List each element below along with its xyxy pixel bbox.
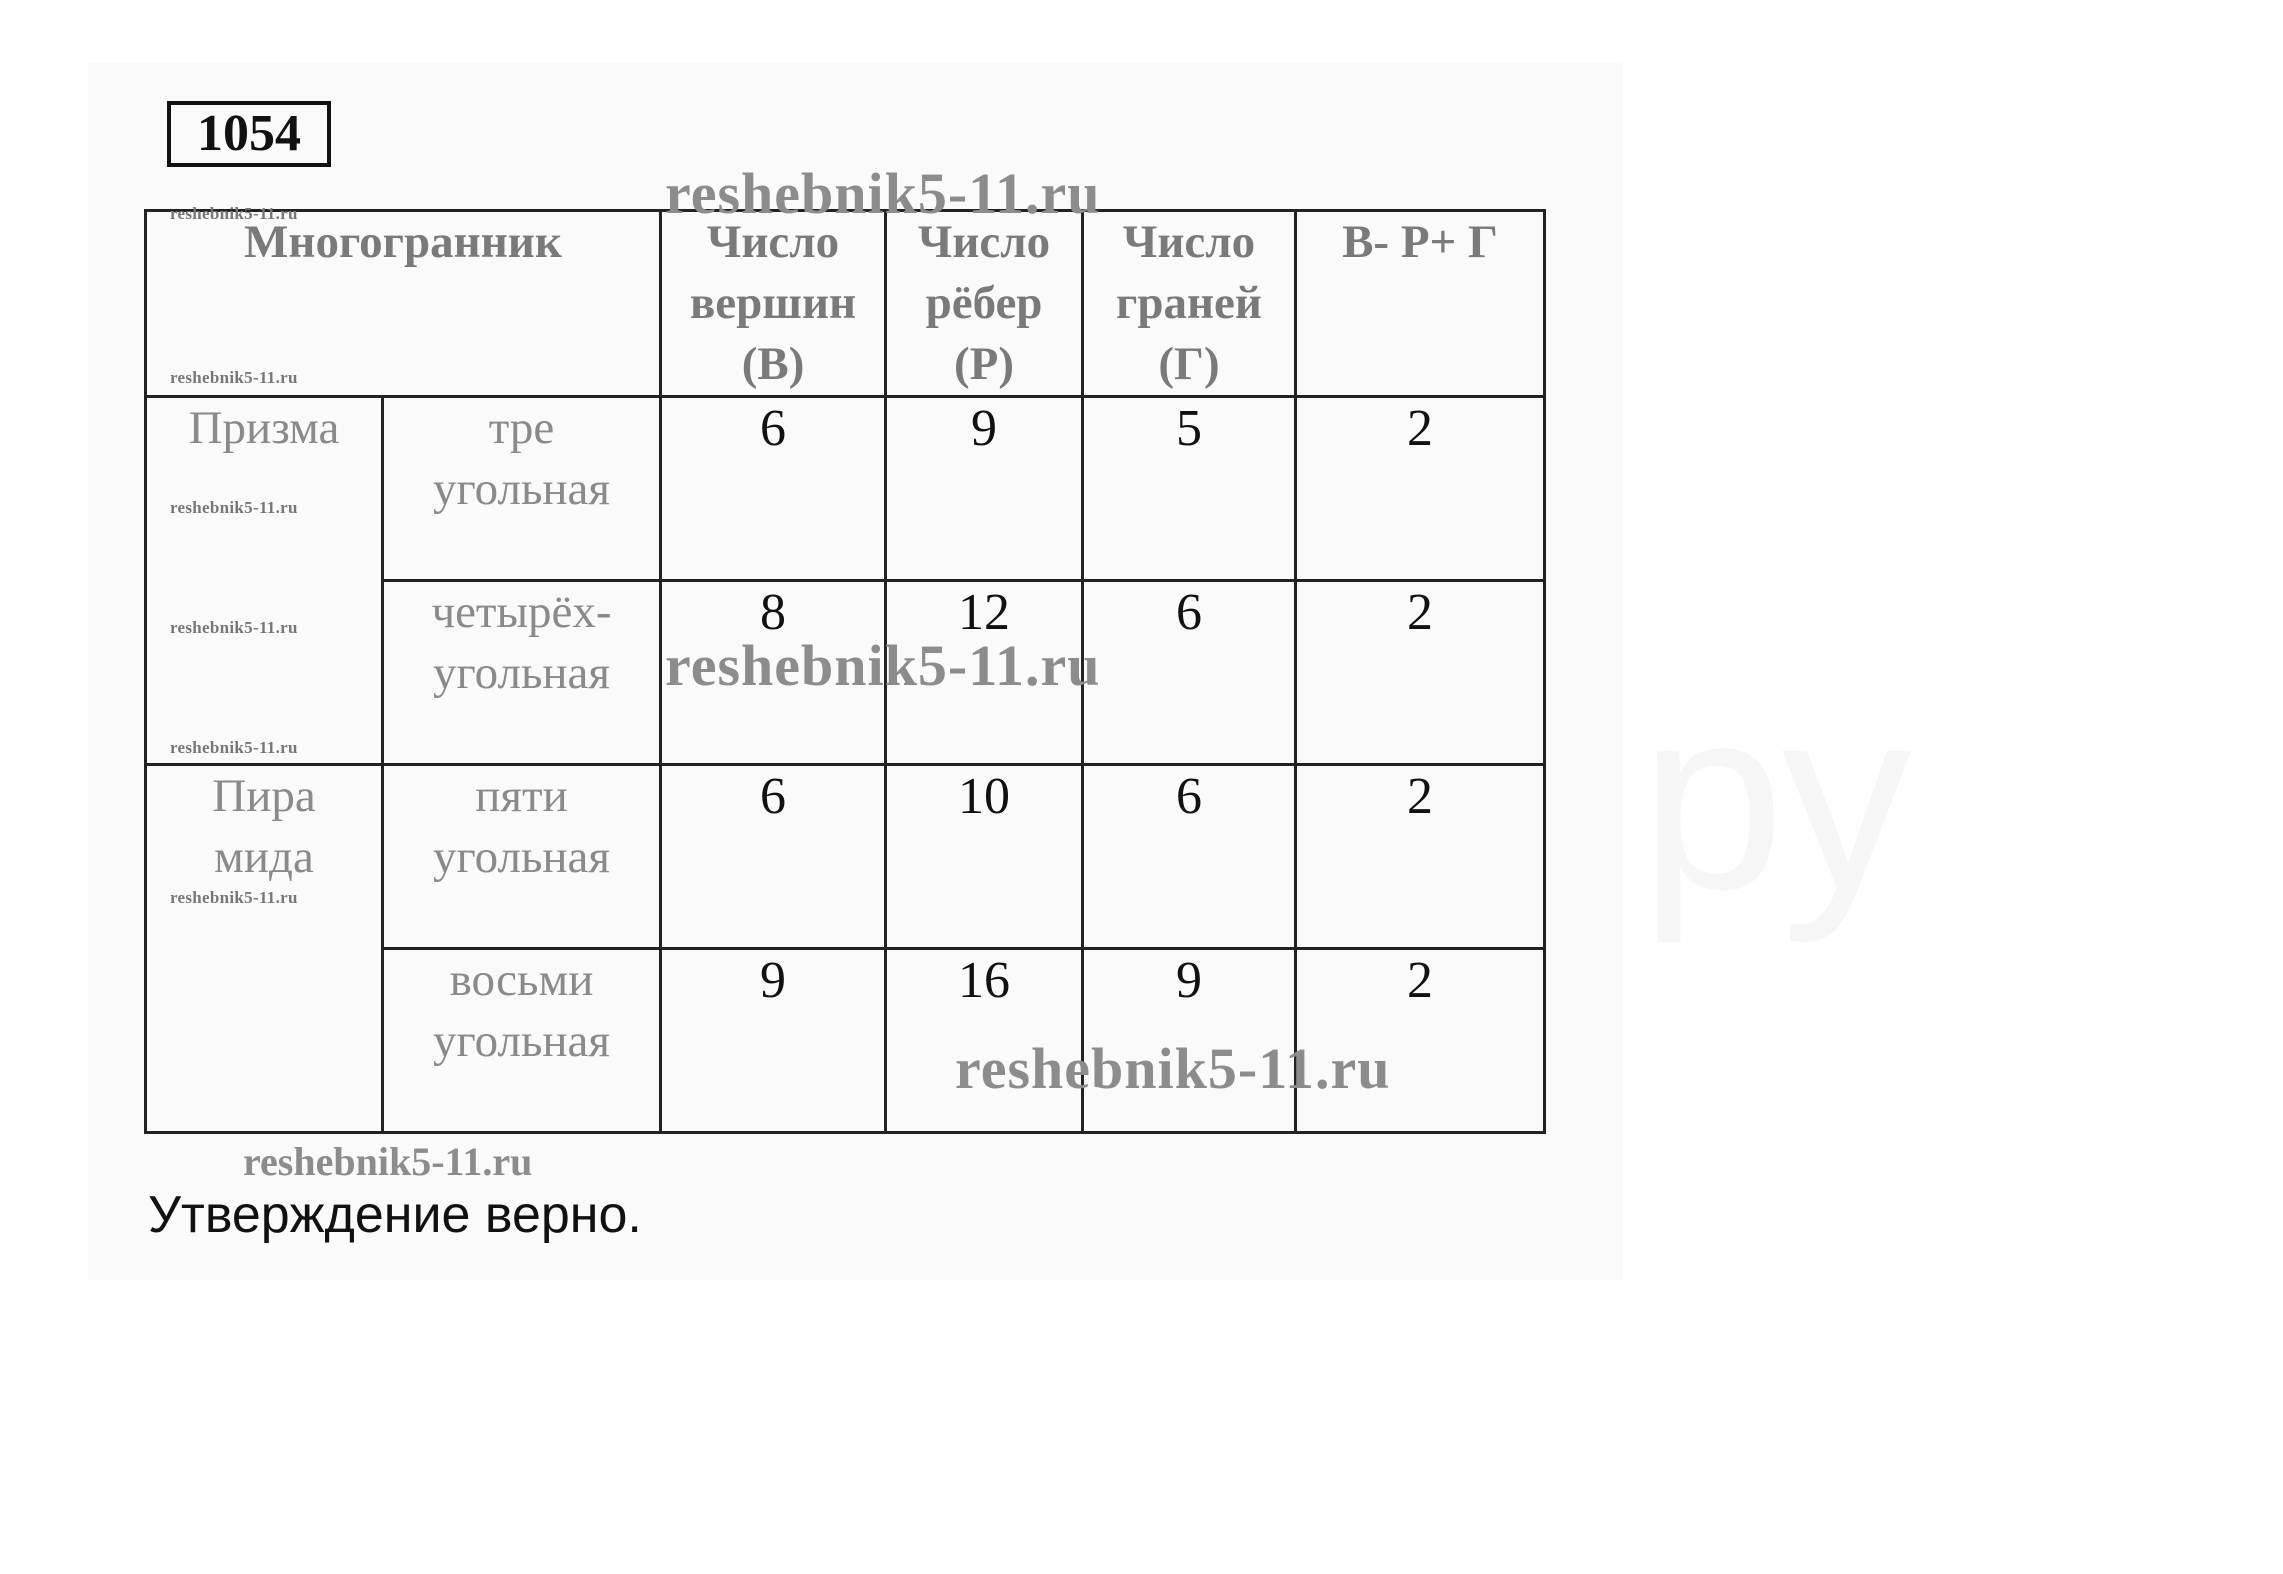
edges-cell: 10 <box>886 765 1083 949</box>
watermark-text: reshebnik5-11.ru <box>170 738 298 757</box>
header-vertices <box>661 211 886 397</box>
result-cell: 2 <box>1296 397 1545 581</box>
problem-number: 1054 <box>167 101 331 167</box>
header-faces-line: граней <box>1116 277 1263 329</box>
answer-text: Утверждение верно. <box>148 1186 642 1244</box>
header-edges <box>886 211 1083 397</box>
faces-cell: 9 <box>1083 949 1296 1133</box>
faces-cell: 6 <box>1083 581 1296 765</box>
header-formula-label: В- Р+ Г <box>1342 216 1498 268</box>
watermark-text: reshebnik5-11.ru <box>170 368 298 387</box>
header-edges-line: (Р) <box>954 338 1015 390</box>
watermark-text: reshebnik5-11.ru <box>170 888 298 907</box>
edges-cell: 16 <box>886 949 1083 1133</box>
vertices-cell: 8 <box>661 581 886 765</box>
result-cell: 2 <box>1296 949 1545 1133</box>
type-line: четырёх- <box>431 586 612 638</box>
vertices-cell: 6 <box>661 397 886 581</box>
edges-cell: 9 <box>886 397 1083 581</box>
type-cell <box>383 765 661 949</box>
watermark-text: reshebnik5-11.ru <box>170 498 298 517</box>
group-label-text: Призма <box>188 402 340 454</box>
header-row <box>146 211 1545 397</box>
header-edges-line: Число <box>917 216 1051 268</box>
type-line: восьми <box>449 954 594 1006</box>
watermark-text: reshebnik5-11.ru <box>665 161 1101 226</box>
table-row <box>146 765 1545 949</box>
group-label-prism <box>146 397 383 765</box>
group-label-text: мида <box>214 831 314 883</box>
header-formula <box>1296 211 1545 397</box>
type-line: тре <box>488 402 555 454</box>
watermark-text: reshebnik5-11.ru <box>665 633 1101 698</box>
header-polyhedron-label: Многогранник <box>244 216 562 268</box>
watermark-text: reshebnik5-11.ru <box>955 1036 1391 1101</box>
header-faces-line: (Г) <box>1158 338 1220 390</box>
result-cell: 2 <box>1296 765 1545 949</box>
table-row <box>146 397 1545 581</box>
ghost-watermark: ру <box>1640 654 1912 944</box>
vertices-cell: 9 <box>661 949 886 1133</box>
watermark-text: reshebnik5-11.ru <box>243 1139 533 1184</box>
header-vertices-line: Число <box>706 216 840 268</box>
header-vertices-line: (В) <box>741 338 805 390</box>
group-label-pyramid <box>146 765 383 1133</box>
type-line: угольная <box>433 1015 611 1067</box>
header-faces <box>1083 211 1296 397</box>
faces-cell: 6 <box>1083 765 1296 949</box>
type-line: угольная <box>433 647 611 699</box>
header-edges-line: рёбер <box>925 277 1043 329</box>
type-line: угольная <box>433 831 611 883</box>
result-cell: 2 <box>1296 581 1545 765</box>
watermark-text: reshebnik5-11.ru <box>170 618 298 637</box>
vertices-cell: 6 <box>661 765 886 949</box>
header-faces-line: Число <box>1122 216 1256 268</box>
type-line: пяти <box>475 770 568 822</box>
faces-cell: 5 <box>1083 397 1296 581</box>
edges-cell: 12 <box>886 581 1083 765</box>
type-line: угольная <box>433 463 611 515</box>
type-cell <box>383 949 661 1133</box>
header-vertices-line: вершин <box>689 277 857 329</box>
group-label-text: Пира <box>212 770 316 822</box>
type-cell <box>383 581 661 765</box>
type-cell <box>383 397 661 581</box>
watermark-text: reshebnik5-11.ru <box>170 204 298 223</box>
